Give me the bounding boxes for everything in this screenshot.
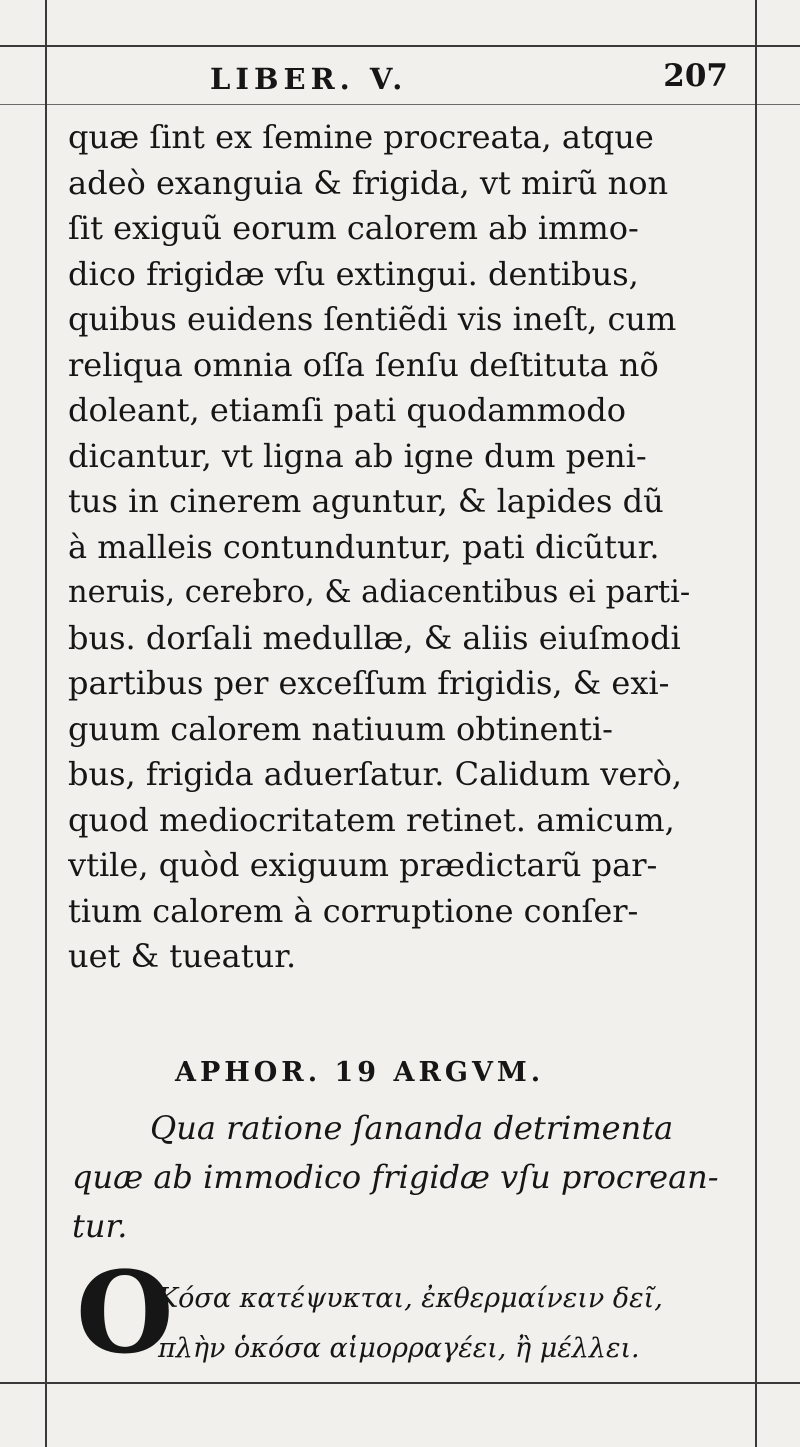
text-line: quod mediocritatem retinet. amicum,	[68, 800, 675, 839]
greek-aphorism	[158, 1274, 748, 1374]
aphorism-argument	[72, 1104, 736, 1251]
left-margin-rule	[45, 0, 47, 1447]
text-line: bus, frigida aduerſatur. Calidum verò,	[68, 755, 682, 793]
text-line: ſit exiguũ eorum calorem ab immo-	[68, 209, 639, 247]
text-line: doleant, etiamſi pati quodammodo	[68, 391, 626, 429]
page-number: 207	[663, 58, 728, 94]
text-line: dicantur, vt ligna ab igne dum peni-	[68, 436, 647, 475]
text-line: quæ ſint ex ſemine procreata, atque	[68, 118, 654, 156]
text-line: partibus per exceſſum frigidis, & exi-	[68, 664, 670, 702]
aphorism-heading: APHOR. 19 ARGVM.	[175, 1057, 545, 1088]
text-line: à malleis contunduntur, pati dicũtur.	[68, 527, 660, 566]
text-line: adeò exanguia & frigida, vt mirũ non	[68, 163, 669, 202]
text-line: uet & tueatur.	[68, 937, 297, 975]
text-line: dico frigidæ vſu extingui. dentibus,	[68, 254, 639, 293]
book-title: LIBER. V.	[210, 62, 408, 96]
header-rule	[0, 104, 800, 105]
text-line: vtile, quòd exiguum prædictarũ par-	[68, 846, 658, 884]
text-line: guum calorem natiuum obtinenti-	[68, 709, 613, 748]
bottom-rule	[0, 1382, 800, 1384]
greek-line: Κόσα κατέψυκται, ἐκθερμαίνειν δεῖ,	[158, 1283, 663, 1314]
text-line: bus. dorſali medullæ, & aliis eiuſmodi	[68, 618, 681, 657]
text-line: tium calorem à corruptione conſer-	[68, 891, 639, 930]
argument-line: Qua ratione ſananda detrimenta	[150, 1109, 674, 1147]
drop-cap-initial: O	[76, 1248, 174, 1379]
body-text	[68, 115, 736, 980]
text-line: neruis, cerebro, & adiacentibus ei parti-	[68, 575, 691, 610]
argument-line: tur.	[72, 1207, 128, 1245]
top-rule	[0, 45, 800, 47]
right-margin-rule	[755, 0, 757, 1447]
text-line: reliqua omnia oſſa ſenſu deſtituta nõ	[68, 345, 659, 384]
text-line: quibus euidens ſentiẽdi vis ineſt, cum	[68, 300, 677, 338]
running-head	[60, 58, 740, 98]
greek-line: πλὴν ὁκόσα αἱμορραγέει, ἢ μέλλει.	[158, 1333, 640, 1364]
text-line: tus in cinerem aguntur, & lapides dũ	[68, 482, 664, 520]
argument-line: quæ ab immodico frigidæ vſu procrean-	[72, 1158, 719, 1196]
